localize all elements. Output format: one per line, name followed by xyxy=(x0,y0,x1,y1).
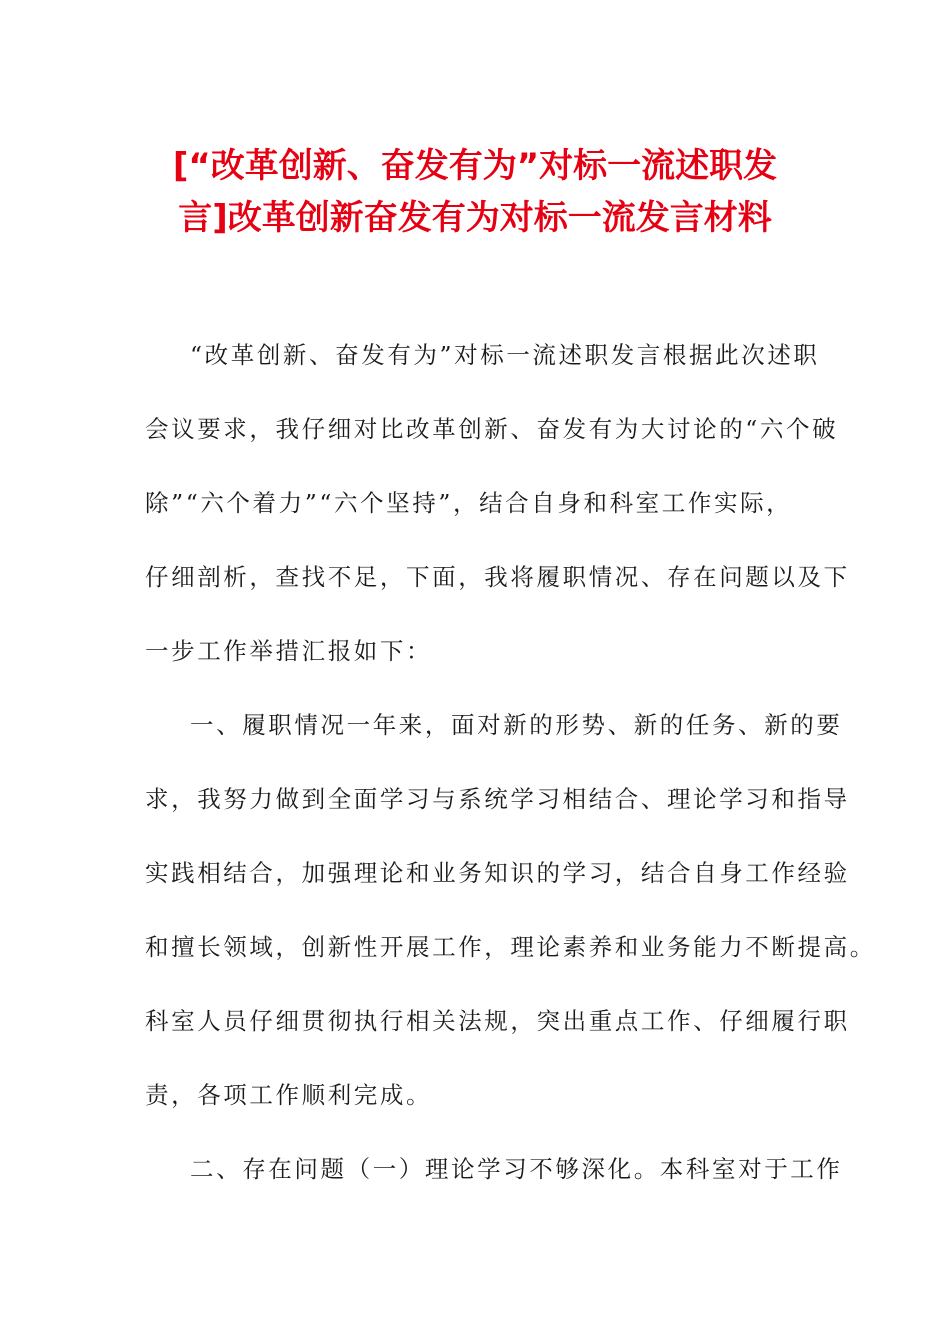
paragraph-line: 求，我努力做到全面学习与系统学习相结合、理论学习和指导 xyxy=(145,785,850,813)
paragraph-line: 和擅长领域，创新性开展工作，理论素养和业务能力不断提高。 xyxy=(145,933,876,961)
document-title xyxy=(110,140,840,244)
paragraph-line: “改革创新、奋发有为”对标一流述职发言根据此次述职 xyxy=(190,341,820,369)
paragraph-line: 会议要求，我仔细对比改革创新、奋发有为大讨论的“六个破 xyxy=(145,415,839,443)
title-line-1: [“改革创新、奋发有为”对标一流述职发 xyxy=(172,146,778,186)
paragraph-line: 二、存在问题（一）理论学习不够深化。本科室对于工作 xyxy=(190,1155,843,1183)
paragraph-line: 实践相结合，加强理论和业务知识的学习，结合自身工作经验 xyxy=(145,859,850,887)
paragraph-line: 一、履职情况一年来，面对新的形势、新的任务、新的要 xyxy=(190,711,843,739)
title-line-2: 言]改革创新奋发有为对标一流发言材料 xyxy=(178,198,772,238)
paragraph-line: 仔细剖析，查找不足，下面，我将履职情况、存在问题以及下 xyxy=(145,563,850,591)
paragraph-line: 责，各项工作顺利完成。 xyxy=(145,1081,433,1109)
paragraph-line: 一步工作举措汇报如下： xyxy=(145,637,433,665)
paragraph-line: 科室人员仔细贯彻执行相关法规，突出重点工作、仔细履行职 xyxy=(145,1007,850,1035)
paragraph-line: 除”“六个着力”“六个坚持”，结合自身和科室工作实际， xyxy=(145,489,793,517)
